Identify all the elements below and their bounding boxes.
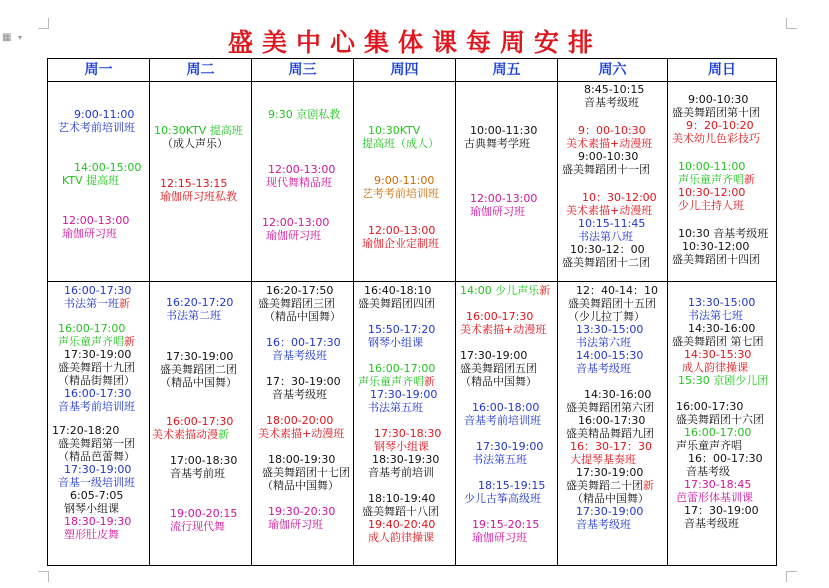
class-name: 盛美舞蹈团十一团 xyxy=(562,163,650,176)
class-time: 16：30-17：30 xyxy=(570,440,652,453)
class-name: 音基考前班 xyxy=(170,467,225,480)
class-time: 16:00-17:00 xyxy=(58,322,126,335)
class-time: 17:30-19:00 xyxy=(576,505,644,518)
class-name: 书法第六班 xyxy=(576,336,631,349)
class-time: 16:00-18:00 xyxy=(472,401,540,414)
class-time: 16:00-17:00 xyxy=(368,362,436,375)
header-wednesday: 周三 xyxy=(288,62,317,78)
wednesday-afternoon-cell xyxy=(258,284,350,531)
class-time: 13:30-15:00 xyxy=(576,323,644,336)
class-time: 12:00-13:00 xyxy=(368,224,436,237)
header-thursday: 周四 xyxy=(390,62,419,78)
class-time: 8:45-10:15 xyxy=(584,83,645,96)
class-name: 音基考前培训 xyxy=(368,466,434,479)
class-time: 10:30-12：00 xyxy=(570,243,645,256)
class-note: （少儿拉丁舞） xyxy=(568,310,645,323)
monday-morning-cell xyxy=(58,108,141,240)
class-time: 17:30-19:00 xyxy=(370,388,438,401)
class-name: 盛美舞蹈团十七团 xyxy=(262,466,350,479)
friday-afternoon-cell xyxy=(460,284,550,544)
class-name: 艺考考前培训班 xyxy=(362,187,439,200)
column-divider xyxy=(557,58,558,566)
saturday-morning-cell xyxy=(562,83,657,269)
class-name: 书法第五班 xyxy=(472,453,527,466)
class-name: 盛美舞蹈团三团 xyxy=(258,297,335,310)
class-name: 盛美舞蹈团二团 xyxy=(160,363,237,376)
page-corner-mark xyxy=(786,571,797,582)
class-name: 美术素描动漫新 xyxy=(152,428,229,441)
class-name: 盛美舞蹈团五团 xyxy=(460,362,537,375)
class-time: 18:30-19:30 xyxy=(372,453,440,466)
class-time: 6:05-7:05 xyxy=(70,489,124,502)
class-time: 17:30-19:00 xyxy=(460,349,528,362)
class-name: 钢琴小组课 xyxy=(368,336,423,349)
class-time: 19:40-20:40 xyxy=(368,518,436,531)
class-note: （精品芭蕾舞） xyxy=(58,450,135,463)
class-name: 美术素描+动漫班 xyxy=(460,323,547,336)
table-border-left xyxy=(47,58,48,566)
class-time: 13:30-15:00 xyxy=(688,296,756,309)
class-name: 盛美舞蹈十八团 xyxy=(362,505,439,518)
class-time: 9:00-10:30 xyxy=(688,93,749,106)
class-time: 16：00-17:30 xyxy=(266,336,341,349)
class-name: 钢琴小组课 xyxy=(374,440,429,453)
class-name: 书法第五班 xyxy=(368,401,423,414)
class-note: （精品中国舞） xyxy=(262,479,339,492)
class-name: 盛美舞蹈团十四团 xyxy=(672,253,760,266)
class-time: 12:15-13:15 xyxy=(160,177,228,190)
class-name: 书法第二班 xyxy=(166,309,221,322)
class-time: 16:00-17:00 xyxy=(684,426,752,439)
class-name: 音基考级班 xyxy=(272,388,327,401)
class-time: 17:30-18:45 xyxy=(684,478,752,491)
class-time: 12：40-14：10 xyxy=(576,284,658,297)
class-name: 音基一级培训班 xyxy=(58,476,135,489)
header-monday: 周一 xyxy=(84,62,113,78)
class-name: 音基考级 xyxy=(686,465,730,478)
class-name: 15:30 京剧少儿团 xyxy=(678,374,769,387)
sunday-morning-cell xyxy=(672,93,768,266)
class-time: 10：30-12:00 xyxy=(582,191,657,204)
class-name: 提高班（成人） xyxy=(362,137,439,150)
class-name: 芭蕾形体基训课 xyxy=(676,491,753,504)
tuesday-morning-cell xyxy=(154,124,243,203)
new-badge: 新 xyxy=(424,375,435,388)
layout-options-icon[interactable]: ▦ ▾ xyxy=(2,32,23,43)
class-name: 书法第一班新 xyxy=(64,297,130,310)
class-name: 音基考前培训班 xyxy=(464,414,541,427)
class-name: 盛美舞蹈团四团 xyxy=(358,297,435,310)
class-name: 盛美舞蹈团第六团 xyxy=(566,401,654,414)
friday-morning-cell xyxy=(464,124,537,218)
class-name: 钢琴小组课 xyxy=(64,502,119,515)
class-time: 9：00-10:30 xyxy=(578,124,646,137)
class-name: 盛美舞蹈十九团 xyxy=(58,361,135,374)
wednesday-morning-cell xyxy=(262,108,340,242)
class-time: 10:30-12:00 xyxy=(678,186,746,199)
class-time: 9:00-11:00 xyxy=(374,174,435,187)
column-divider xyxy=(149,58,150,566)
class-note: （成人声乐） xyxy=(162,137,228,150)
class-time: 18:30-19:30 xyxy=(64,515,132,528)
class-name: 瑜伽研习班 xyxy=(470,205,525,218)
class-time: 17:30-19:00 xyxy=(64,348,132,361)
class-time: 16:40-18:10 xyxy=(364,284,432,297)
class-time: 17:30-19:00 xyxy=(576,466,644,479)
class-time: 19:00-20:15 xyxy=(170,507,238,520)
column-divider xyxy=(667,58,668,566)
class-name: 盛美舞蹈团十六团 xyxy=(676,413,764,426)
new-badge: 新 xyxy=(744,173,755,186)
class-time: 16:20-17:50 xyxy=(266,284,334,297)
class-time: 12:00-13:00 xyxy=(62,214,130,227)
new-badge: 新 xyxy=(539,284,551,297)
class-name: 盛美舞蹈团十五团 xyxy=(568,297,656,310)
class-name: 盛美舞蹈团十二团 xyxy=(562,256,650,269)
class-name: 流行现代舞 xyxy=(170,520,225,533)
header-sunday: 周日 xyxy=(708,62,736,78)
class-name: 书法第八班 xyxy=(578,230,633,243)
class-note: （精品中国舞） xyxy=(160,376,237,389)
class-time: 16:00-17:30 xyxy=(64,284,132,297)
saturday-afternoon-cell xyxy=(566,284,658,531)
class-name: 9:30 京剧私教 xyxy=(268,108,341,121)
class-time: 17:00-18:30 xyxy=(170,454,238,467)
class-name: 瑜伽研习班 xyxy=(266,229,321,242)
class-name: 艺术考前培训班 xyxy=(58,121,135,134)
class-name: 成人韵律操课 xyxy=(368,531,434,544)
class-time: 16:00-17:30 xyxy=(466,310,534,323)
class-time: 12:00-13:00 xyxy=(262,216,330,229)
thursday-morning-cell xyxy=(362,124,439,250)
class-time: 16:20-17:20 xyxy=(166,296,234,309)
class-time: 10:30KTV 提高班 xyxy=(154,124,243,137)
header-tuesday: 周二 xyxy=(186,62,215,78)
class-name: 瑜伽研习班私教 xyxy=(160,190,237,203)
class-time: 16:00-17:30 xyxy=(578,414,646,427)
class-time: 19:15-20:15 xyxy=(472,518,540,531)
page-corner-mark xyxy=(38,571,49,582)
class-time: 19:30-20:30 xyxy=(268,505,336,518)
class-name: 盛美舞蹈团 第七团 xyxy=(672,335,764,348)
class-name: 瑜伽企业定制班 xyxy=(362,237,439,250)
class-name: 盛美舞蹈二十团新 xyxy=(566,479,654,492)
class-name: 盛美舞蹈第一团 xyxy=(58,437,135,450)
class-time: 10:00-11:00 xyxy=(678,160,746,173)
class-name: 音基考前培训班 xyxy=(58,400,135,413)
class-time: 17:30-18:30 xyxy=(374,427,442,440)
header-friday: 周五 xyxy=(492,62,521,78)
class-time: 10:15-11:45 xyxy=(578,217,646,230)
class-name: 音基考级班 xyxy=(584,96,639,109)
class-name: 音基考级班 xyxy=(684,517,739,530)
class-name: KTV 提高班 xyxy=(62,174,120,187)
class-time: 18:00-20:00 xyxy=(266,414,334,427)
class-time: 12:00-13:00 xyxy=(268,163,336,176)
class-time: 18:15-19:15 xyxy=(478,479,546,492)
class-name: 古典舞考学班 xyxy=(464,137,530,150)
tuesday-afternoon-cell xyxy=(152,296,238,533)
class-name: 美术素描+动漫班 xyxy=(566,137,653,150)
class-name: 少儿主持人班 xyxy=(678,199,744,212)
class-name: 瑜伽研习班 xyxy=(62,227,117,240)
column-divider xyxy=(251,58,252,566)
class-name: 音基考级班 xyxy=(576,518,631,531)
class-time: 12:00-13:00 xyxy=(470,192,538,205)
class-note: （精品中国舞） xyxy=(264,310,341,323)
class-name: 音基考级班 xyxy=(272,349,327,362)
class-time: 14:30-15:30 xyxy=(684,348,752,361)
column-divider xyxy=(353,58,354,566)
table-border-right xyxy=(776,58,777,566)
class-time: 16:00-17:30 xyxy=(676,400,744,413)
class-name: 声乐童声齐唱新 xyxy=(58,335,135,348)
class-time: 16:00-17:30 xyxy=(166,415,234,428)
class-name: 现代舞精品班 xyxy=(266,176,332,189)
class-time: 18:00-19:30 xyxy=(268,453,336,466)
class-time: 10:00-11:30 xyxy=(470,124,538,137)
class-time: 17:30-19:00 xyxy=(64,463,132,476)
class-time: 10:30KTV xyxy=(368,124,421,137)
class-time: 17：30-19:00 xyxy=(684,504,759,517)
class-name: 瑜伽研习班 xyxy=(472,531,527,544)
class-time: 14:00-15:00 xyxy=(74,161,142,174)
class-name: 书法第七班 xyxy=(688,309,743,322)
class-time: 17:30-19:00 xyxy=(476,440,544,453)
class-name: 瑜伽研习班 xyxy=(268,518,323,531)
class-time: 16:00-17:30 xyxy=(64,387,132,400)
class-name: 美术素描+动漫班 xyxy=(258,427,345,440)
header-saturday: 周六 xyxy=(598,62,627,78)
class-note: （精品中国舞） xyxy=(572,492,649,505)
thursday-afternoon-cell xyxy=(358,284,441,544)
class-name: 盛美舞蹈团第十团 xyxy=(672,106,760,119)
class-name: 声乐童声齐唱新 xyxy=(358,375,435,388)
class-time: 17:30-19:00 xyxy=(166,350,234,363)
class-name: 成人韵律操课 xyxy=(682,361,748,374)
class-note: （精品中国舞） xyxy=(460,375,537,388)
new-badge: 新 xyxy=(124,335,135,348)
class-time: 17：30-19:00 xyxy=(266,375,341,388)
class-name: 盛美精品舞蹈九团 xyxy=(566,427,654,440)
class-time: 10:30-12:00 xyxy=(682,240,750,253)
class-name: 美术素描+动漫班 xyxy=(566,204,653,217)
page-title: 盛美中心集体课每周安排 xyxy=(227,28,602,57)
new-badge: 新 xyxy=(218,428,229,441)
class-note: （精品街舞团） xyxy=(58,374,135,387)
class-name: 美术幼儿色彩技巧 xyxy=(672,132,760,145)
monday-afternoon-cell xyxy=(52,284,135,541)
class-time: 9:00-10:30 xyxy=(578,150,639,163)
new-badge: 新 xyxy=(643,479,654,492)
class-time: 14:30-16:00 xyxy=(688,322,756,335)
class-name: 10:30 音基考级班 xyxy=(678,227,769,240)
class-name: 14:00 少儿声乐新 xyxy=(460,284,551,297)
class-time: 14:30-16:00 xyxy=(584,388,652,401)
new-badge: 新 xyxy=(119,297,130,310)
column-divider xyxy=(455,58,456,566)
class-name: 声乐童声齐唱 xyxy=(676,439,742,452)
sunday-afternoon-cell xyxy=(672,296,769,530)
class-time: 9:00-11:00 xyxy=(74,108,135,121)
class-name: 音基考级班 xyxy=(576,362,631,375)
class-name: 声乐童声齐唱新 xyxy=(678,173,755,186)
class-name: 大提琴基奏班 xyxy=(570,453,636,466)
class-time: 18:10-19:40 xyxy=(368,492,436,505)
class-time: 14:00-15:30 xyxy=(576,349,644,362)
class-time: 9：20-10:20 xyxy=(686,119,754,132)
class-name: 塑形肚皮舞 xyxy=(64,528,119,541)
class-name: 少儿古筝高级班 xyxy=(464,492,541,505)
class-time: 16：00-17:30 xyxy=(688,452,763,465)
class-time: 15:50-17:20 xyxy=(368,323,436,336)
class-time: 17:20-18:20 xyxy=(52,424,120,437)
